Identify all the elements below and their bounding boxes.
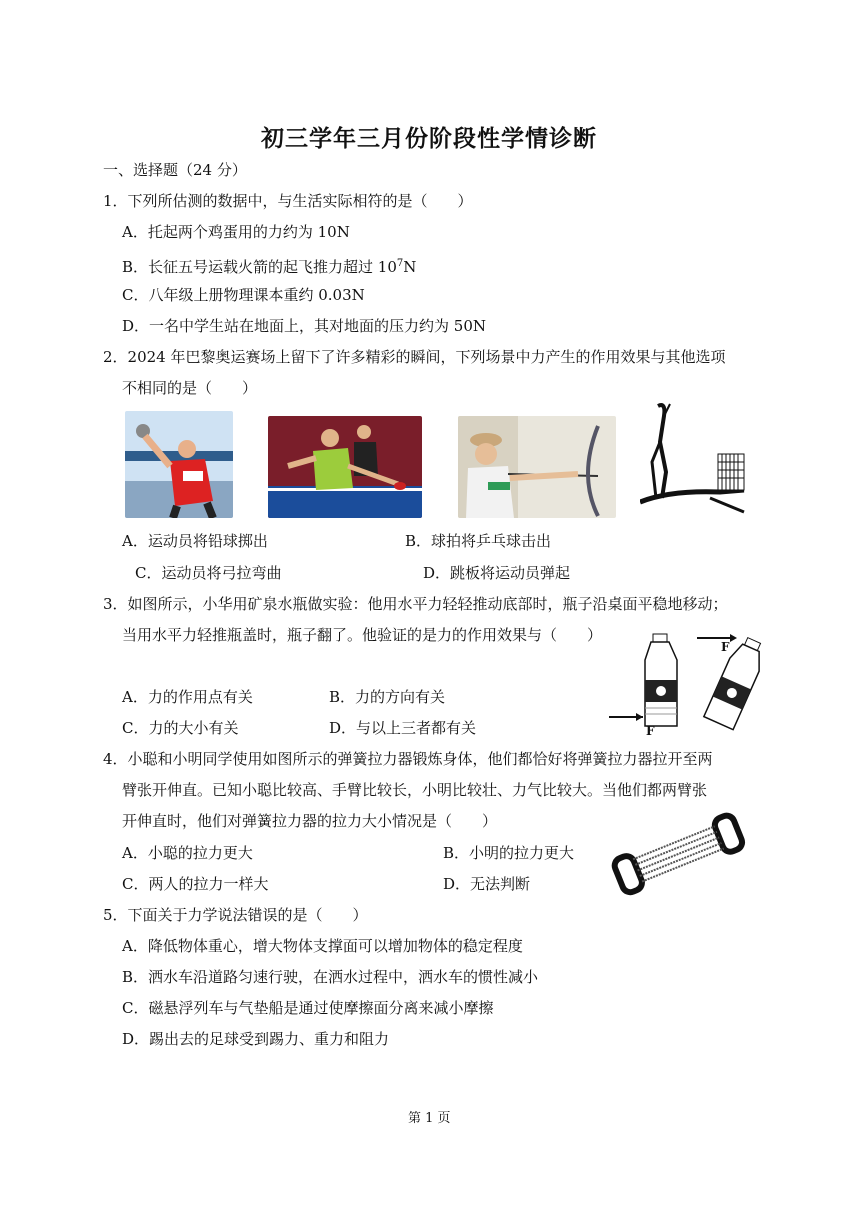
q5-option-a: A．降低物体重心，增大物体支撑面可以增加物体的稳定程度 xyxy=(122,937,523,955)
q3-option-d: D．与以上三者都有关 xyxy=(329,719,477,737)
q1-option-b-text: B．长征五号运载火箭的起飞推力超过 10 xyxy=(122,258,397,276)
q4-option-b: B．小明的拉力更大 xyxy=(443,844,575,862)
q4-option-a: A．小聪的拉力更大 xyxy=(122,844,253,862)
q3-option-b: B．力的方向有关 xyxy=(329,688,446,706)
q3-stem-line1: 3．如图所示，小华用矿泉水瓶做实验：他用水平力轻轻推动底部时，瓶子沿桌面平稳地移动； xyxy=(103,595,728,613)
q1-option-d: D．一名中学生站在地面上，其对地面的压力约为 50N xyxy=(122,317,487,335)
q2-option-a: A．运动员将铅球掷出 xyxy=(122,532,268,550)
q1-option-a: A．托起两个鸡蛋用的力约为 10N xyxy=(122,223,350,241)
q1-option-c: C．八年级上册物理课本重约 0.03N xyxy=(122,286,365,304)
force-label-bottom: F xyxy=(646,724,655,738)
q5-option-b: B．洒水车沿道路匀速行驶，在洒水过程中，洒水车的惯性减小 xyxy=(122,968,539,986)
q3-stem-line2: 当用水平力轻推瓶盖时，瓶子翻了。他验证的是力的作用效果与（ ） xyxy=(122,626,603,644)
q2-option-b: B．球拍将乒乓球击出 xyxy=(405,532,552,550)
table-tennis-photo xyxy=(268,416,422,518)
q1-option-b-exponent: 7 xyxy=(396,258,404,269)
shot-put-photo xyxy=(125,411,233,518)
q2-stem-line1: 2．2024 年巴黎奥运赛场上留下了许多精彩的瞬间，下列场景中力产生的作用效果与其他选项 xyxy=(103,348,726,366)
q4-stem-line2: 臂张开伸直。已知小聪比较高、手臂比较长，小明比较壮、力气比较大。当他们都两臂张 xyxy=(122,781,708,799)
force-label-top: F xyxy=(721,640,730,654)
q1-option-b-unit: N xyxy=(403,258,417,276)
q5-stem: 5．下面关于力学说法错误的是（ ） xyxy=(103,906,368,924)
q3-option-c: C．力的大小有关 xyxy=(122,719,239,737)
q4-stem-line1: 4．小聪和小明同学使用如图所示的弹簧拉力器锻炼身体，他们都恰好将弹簧拉力器拉开至两 xyxy=(103,750,713,768)
q4-option-d: D．无法判断 xyxy=(443,875,531,893)
diving-board-figure xyxy=(640,402,748,514)
q4-stem-line3: 开伸直时，他们对弹簧拉力器的拉力大小情况是（ ） xyxy=(122,812,498,830)
q1-option-b xyxy=(122,254,416,277)
q5-option-d: D．踢出去的足球受到踢力、重力和阻力 xyxy=(122,1030,390,1048)
q2-option-c: C．运动员将弓拉弯曲 xyxy=(135,564,282,582)
q2-stem-line2: 不相同的是（ ） xyxy=(122,379,258,397)
spring-expander-figure xyxy=(610,806,746,900)
bottle-experiment-figure xyxy=(605,630,765,738)
section-heading: 一、选择题（24 分） xyxy=(103,161,247,179)
q5-option-c: C．磁悬浮列车与气垫船是通过使摩擦面分离来减小摩擦 xyxy=(122,999,494,1017)
q1-stem: 1．下列所估测的数据中，与生活实际相符的是（ ） xyxy=(103,192,473,210)
page-number: 第 1 页 xyxy=(408,1111,451,1126)
q2-option-d: D．跳板将运动员弹起 xyxy=(423,564,571,582)
archery-photo xyxy=(458,416,616,518)
page-title: 初三学年三月份阶段性学情诊断 xyxy=(261,125,597,152)
q3-option-a: A．力的作用点有关 xyxy=(122,688,253,706)
q4-option-c: C．两人的拉力一样大 xyxy=(122,875,269,893)
